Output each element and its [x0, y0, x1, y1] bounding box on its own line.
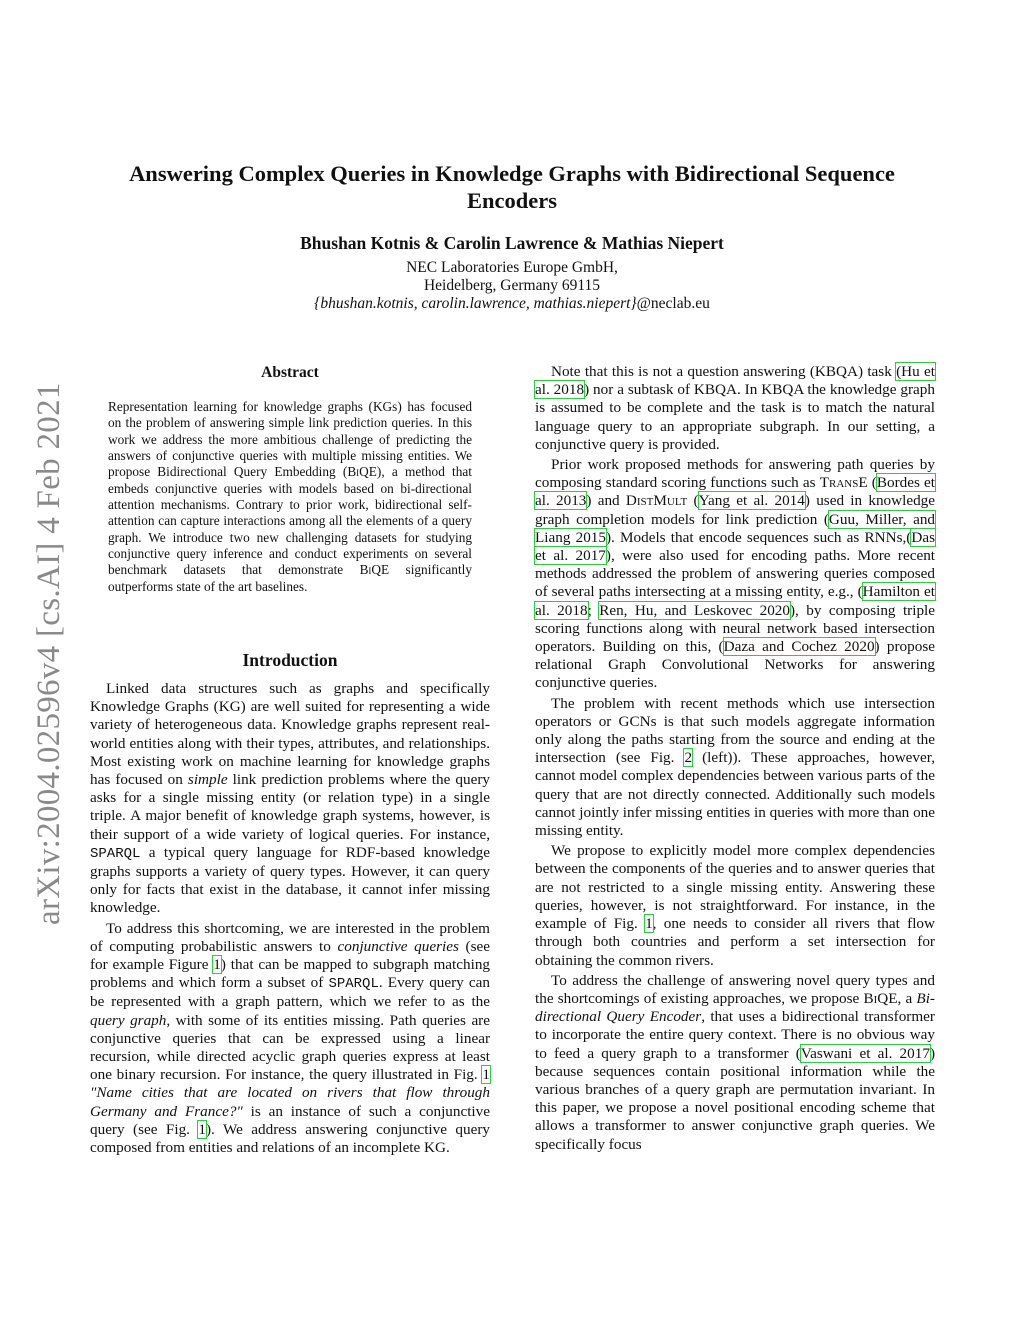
- right-paragraph-1: Note that this is not a question answering (KBQA) task (Hu et al. 2018) nor a subtask of KBQA. In KBQA the knowledge graph is assumed to be complete and the task is to match the natural language query to an appropriate subgraph. In our setting, a conjunctive query is provided.: [535, 363, 935, 453]
- affiliation-line-1: NEC Laboratories Europe GmbH,: [406, 259, 618, 276]
- right-paragraph-3: The problem with recent methods which use intersection operators or GCNs is that such models aggregate information only along the paths starting from the source and ending at the intersection (see Fig. 2 (left)). These approaches, however, cannot model complex dependencies between various parts of the query that are not directly connected. Additionally such models cannot jointly infer missing entities in queries with more than one missing entity.: [535, 694, 936, 840]
- citation-das-2017[interactable]: Das et al. 2017: [535, 528, 935, 565]
- intro-paragraph-1: Linked data structures such as graphs and specifically Knowledge Graphs (KG) are well suited for representing a wide variety of heterogeneous data. Knowledge graphs represent real-world entities along with their types, attributes, and relationships. Most existing work on machine learning for knowledge graphs has focused on simple link prediction problems where the query asks for a single missing entity (or relation type) in a single triple. A major benefit of knowledge graph systems, however, is their support of a wide variety of logical queries. For instance, SPARQL a typical query language for RDF-based knowledge graphs supports a variety of query types. However, it can query only for facts that exist in the database, it cannot infer missing knowledge.: [90, 680, 490, 917]
- abstract-text: Representation learning for knowledge graphs (KGs) has focused on the problem of answering simple link prediction queries. In this work we address the more ambitious challenge of predicting the answers of conjunctive queries with multiple missing entities. We propose Bidirectional Query Embedding (BiQE), a method that embeds conjunctive queries with models based on bi-directional attention mechanisms. Contrary to prior work, bidirectional self-attention can capture interactions among all the elements of a query graph. We introduce two new challenging datasets for studying conjunctive query inference and conduct experiments on several benchmark datasets that demonstrate BiQE significantly outperforms state of the art baselines.: [108, 399, 473, 594]
- figure-1-link[interactable]: 1: [645, 915, 653, 933]
- right-column: [535, 363, 935, 1154]
- biqe-name: BiQE: [863, 989, 898, 1007]
- introduction-heading: Introduction: [242, 650, 338, 670]
- citation-hu-2018[interactable]: (Hu et al. 2018: [535, 363, 935, 399]
- author-emails: [90, 295, 934, 313]
- abstract-heading: Abstract: [261, 364, 319, 381]
- figure-2-link[interactable]: 2: [684, 749, 693, 767]
- intro-paragraph-2: To address this shortcoming, we are interested in the problem of computing probabilistic answers to conjunctive queries (see for example Figure 1) that can be mapped to subgraph matching problems and which form a subset of SPARQL. Every query can be represented with a graph pattern, which we refer to as the query graph, with some of its entities missing. Path queries are conjunctive queries that can be expressed using a linear recursion, while directed acyclic graph queries express at least one binary recursion. For instance, the query illustrated in Fig. 1 "Name cities that are located on rivers that flow through Germany and France?" is an instance of such a conjunctive query (see Fig. 1). We address answering conjunctive query composed from entities and relations of an incomplete KG.: [90, 919, 491, 1157]
- right-paragraph-2: Prior work proposed methods for answering path queries by composing standard scoring functions such as TransE (Bordes et al. 2013) and DistMult (Yang et al. 2014) used in knowledge graph completion models for link prediction (Guu, Miller, and Liang 2015). Models that encode sequences such as RNNs,(Das et al. 2017), were also used for encoding paths. More recent methods addressed the problem of answering queries composed of several paths intersecting at a missing entity, e.g., (Hamilton et al. 2018; Ren, Hu, and Leskovec 2020), by composing triple scoring functions along with neural network based intersection operators. Building on this, (Daza and Cochez 2020) propose relational Graph Convolutional Networks for answering conjunctive queries.: [535, 456, 936, 692]
- left-column: [90, 680, 490, 1157]
- biqe-name: BiQE: [347, 464, 377, 480]
- citation-hamilton-2018[interactable]: Hamilton et al. 2018: [535, 583, 935, 619]
- citation-daza-2020[interactable]: Daza and Cochez 2020: [723, 638, 875, 656]
- right-paragraph-5: To address the challenge of answering novel query types and the shortcomings of existing approaches, we propose BiQE, a Bi-directional Query Encoder, that uses a bidirectional transformer to incorporate the entire query context. There is no obvious way to feed a query graph to a transformer (Vaswani et al. 2017) because sequences contain positional information while the various branches of a query graph are permutation invariant. In this paper, we propose a novel positional encoding scheme that allows a transformer to answer conjunctive graph queries. We specifically focus: [535, 971, 935, 1153]
- arxiv-identifier[interactable]: arXiv:2004.02596v4 [cs.AI] 4 Feb 2021: [31, 382, 67, 925]
- paper-title: Answering Complex Queries in Knowledge Graphs with Bidirectional Sequence Encoders: [129, 161, 895, 213]
- biqe-name: BiQE: [359, 562, 390, 578]
- citation-yang-2014[interactable]: Yang et al. 2014: [698, 492, 805, 510]
- figure-1-link[interactable]: 1: [198, 1120, 206, 1138]
- sparql-term: SPARQL: [328, 976, 379, 993]
- paper-authors: Bhushan Kotnis & Carolin Lawrence & Mathias Niepert: [300, 233, 724, 253]
- affiliation-line-2: Heidelberg, Germany 69115: [423, 277, 601, 294]
- citation-ren-2020[interactable]: Ren, Hu, and Leskovec 2020: [599, 601, 790, 619]
- affiliation: [90, 259, 934, 313]
- figure-1-link[interactable]: 1: [213, 956, 221, 974]
- citation-guu-2015[interactable]: Guu, Miller, and Liang 2015: [535, 510, 936, 546]
- email-users: {bhushan.kotnis, carolin.lawrence, mathias.niepert}: [314, 295, 637, 312]
- citation-vaswani-2017[interactable]: Vaswani et al. 2017: [800, 1044, 930, 1062]
- transe-term: TransE: [819, 474, 868, 492]
- figure-1-link[interactable]: 1: [482, 1066, 490, 1084]
- right-paragraph-4: We propose to explicitly model more complex dependencies between the components of the queries and to answer queries that are not restricted to a single missing entity. Answering these queries, however, is not straightforward. For instance, in the example of Fig. 1, one needs to consider all rivers that flow through both countries and perform a set intersection for obtaining the common rivers.: [535, 842, 935, 969]
- sparql-term: SPARQL: [90, 845, 141, 862]
- distmult-term: DistMult: [625, 492, 688, 510]
- citation-bordes-2013[interactable]: Bordes et al. 2013: [535, 474, 935, 510]
- email-domain: @neclab.eu: [636, 295, 710, 312]
